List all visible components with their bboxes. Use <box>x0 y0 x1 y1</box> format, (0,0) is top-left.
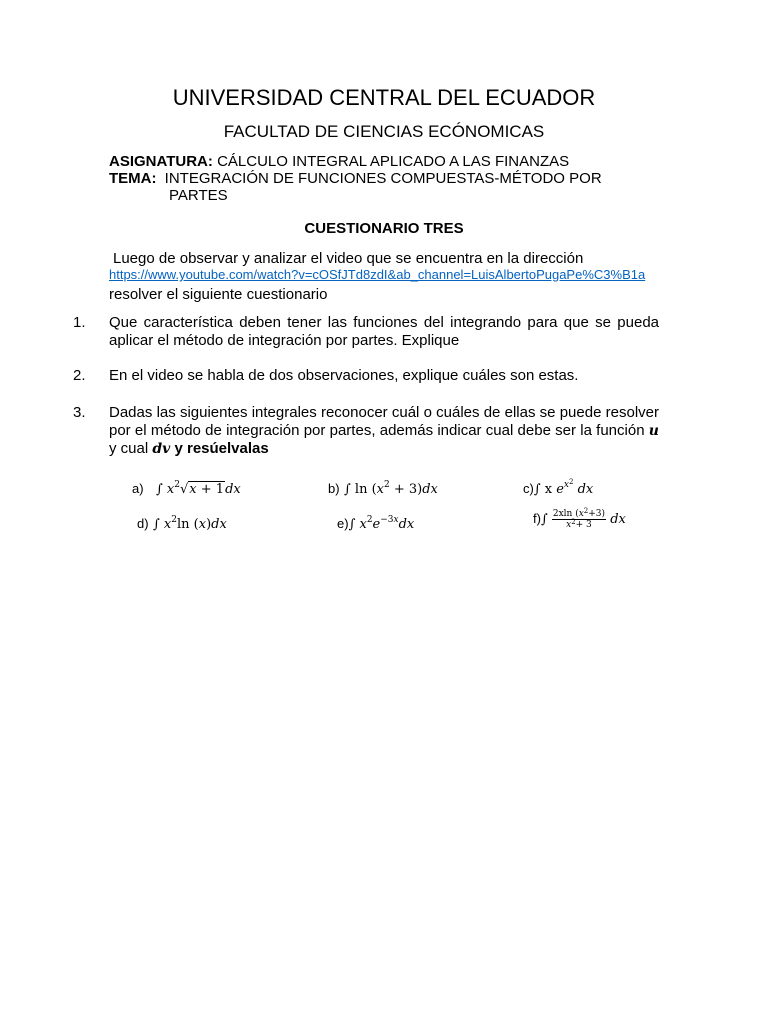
topic-label: TEMA: <box>109 170 157 187</box>
question-number: 2. <box>73 367 86 384</box>
intro-text: Luego de observar y analizar el video que se encuentra en la dirección <box>113 250 584 267</box>
question-text: Que característica deben tener las funciones del integrando para que se pueda aplicar el método de integración por partes. Explique <box>109 314 659 349</box>
question-text: En el video se habla de dos observaciones, explique cuáles son estas. <box>109 367 579 384</box>
topic-value-line1: INTEGRACIÓN DE FUNCIONES COMPUESTAS-MÉTODO POR <box>164 170 602 187</box>
questionnaire-title: CUESTIONARIO TRES <box>304 220 464 237</box>
integral-c: c)∫ x $e^{x^2}$ dx <box>523 478 594 497</box>
question-number: 3. <box>73 404 86 421</box>
integral-e: e)∫ $x^2e^{-3x}dx$ <box>337 515 415 532</box>
integral-a: a) ∫ $x^2√x + 1dx$ <box>132 480 241 497</box>
subject-value: CÁLCULO INTEGRAL APLICADO A LAS FINANZAS <box>217 153 570 170</box>
subject-label: ASIGNATURA: <box>109 153 213 170</box>
subject-line <box>109 153 569 170</box>
integral-d: d) ∫ $x^2\ln$ (x)dx <box>137 515 227 532</box>
faculty-title: FACULTAD DE CIENCIAS ECÓNOMICAS <box>223 122 545 141</box>
question-number: 1. <box>73 314 86 331</box>
question-text: Dadas las siguientes integrales reconocer cuál o cuáles de ellas se puede resolver por el método de integración por partes, además indicar cual debe ser la función u y cual dv y resúelvalas <box>109 404 659 457</box>
intro-instruction: resolver el siguiente cuestionario <box>109 286 328 303</box>
integral-b: b) ∫ $\ln (x^2 + 3)dx$ <box>328 480 438 497</box>
university-title: UNIVERSIDAD CENTRAL DEL ECUADOR <box>172 85 596 110</box>
topic-line <box>109 170 602 187</box>
topic-value-line2: PARTES <box>169 187 228 204</box>
integral-f: f)∫ $\frac{2xln (x^2+3)}{x^2+ 3}$ dx <box>533 507 626 530</box>
video-link[interactable]: https://www.youtube.com/watch?v=cOSfJTd8zdI&ab_channel=LuisAlbertoPugaPe%C3%B1a <box>109 267 646 282</box>
